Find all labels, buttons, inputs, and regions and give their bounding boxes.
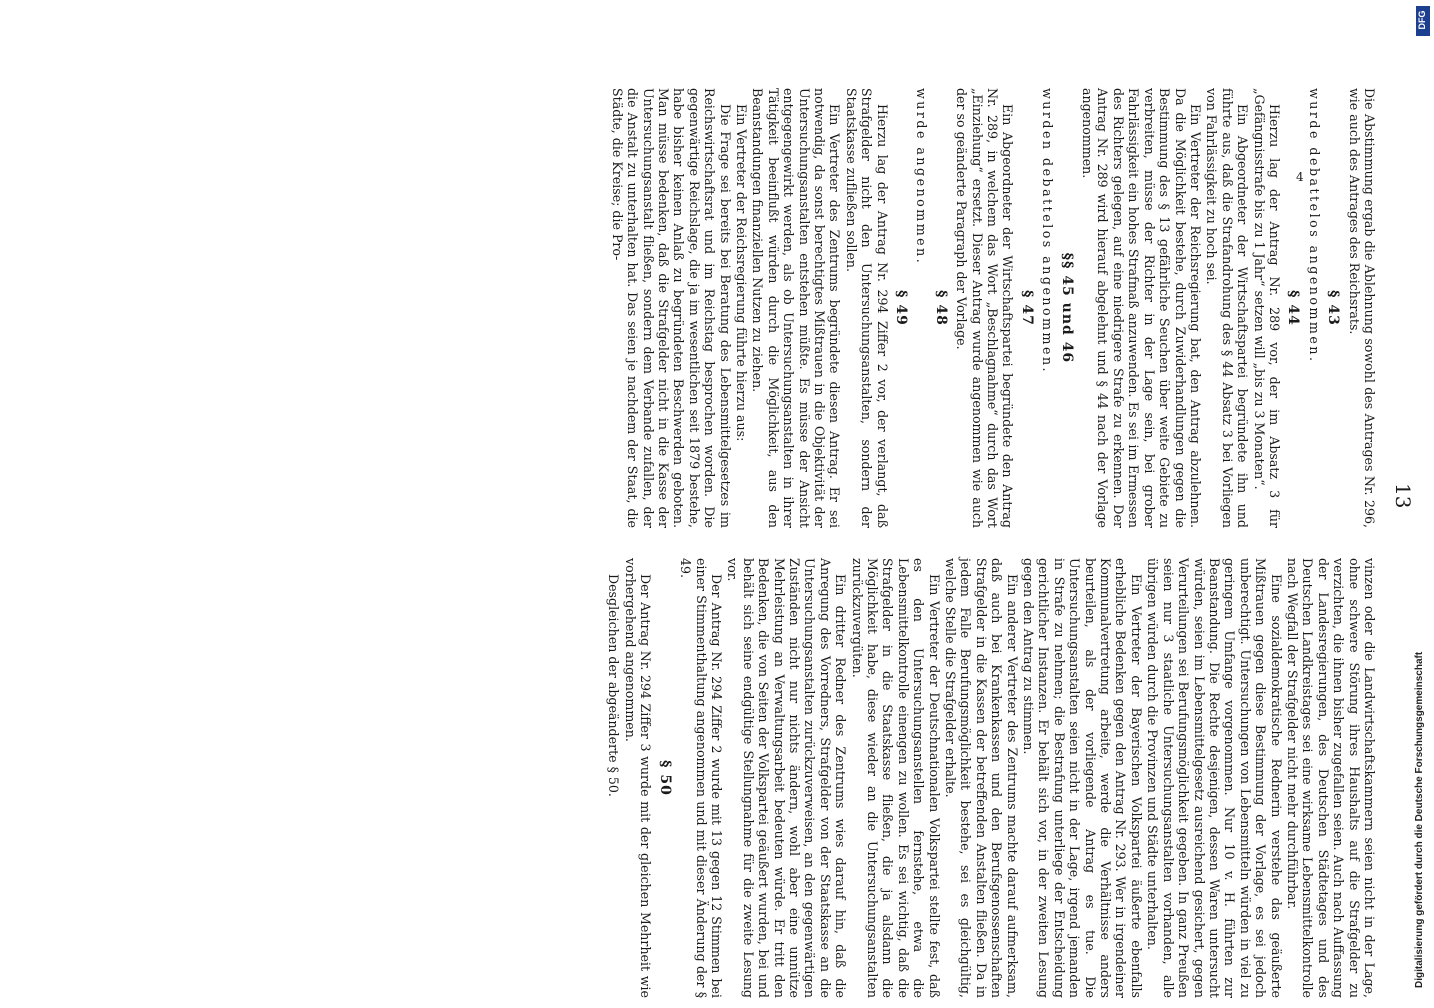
right-paragraph: vinzen oder die Landwirtschaftskammern seien nicht in der Lage, ohne schwere Störung ihres Haushalts auf die Strafgelder zu verzichten, die ihnen bisher zugefallen seien. Auch nach Auffassung der Landesregierungen, des Deutschen Städtetages und des Deutschen Landkreistages sei eine wirksame Lebensmittelkontrolle nach Wegfall der Strafgelder nicht mehr durchführbar. <box>1284 558 1377 998</box>
stray-mark: 4 <box>1296 170 1304 184</box>
dfg-logo: DFG <box>1416 6 1430 36</box>
right-paragraph: Der Antrag Nr. 294 Ziffer 2 wurde mit 13 gegen 12 Stimmen bei einer Stimmenthaltung angenommen und mit dieser Änderung der § 49. <box>678 558 724 998</box>
section-49-paragraph: Ein Vertreter des Zentrums begründete diesen Antrag. Er sei notwendig, da sonst berechtigtes Mißtrauen in die Objektivität der Untersuchungsanstalten entstehen müßte. Es müsse der Ansicht entgegengewirkt werden, als ob Untersuchungsanstalten in ihrer Tätigkeit beeinflußt würden durch die Möglichkeit, aus den Beanstandungen finanziellen Nutzen zu ziehen. <box>750 88 843 528</box>
right-paragraph: Eine sozialdemokratische Rednerin verstehe das geäußerte Mißtrauen gegen diese Bestimmung der Vorlage, es sei jedoch unberechtigt. Untersuchungen von Lebensmitteln würden in viel zu geringem Umfange vorgenommen. Nur 10 v. H. führten zur Beanstandung. Die Rechte desjenigen, dessen Waren untersucht würden, seien im Lebensmittelgesetz ausreichend gesichert, gegen Verurteilungen sei Berufungsmöglichkeit gegeben. In ganz Preußen seien nur 3 staatliche Untersuchungsanstalten vorhanden, alle übrigen würden durch die Provinzen und Städte unterhalten. <box>1145 558 1284 998</box>
section-48-title: § 48 <box>932 290 949 326</box>
section-43-title: § 43 <box>1325 290 1342 326</box>
section-50-paragraph: Desgleichen der abgeänderte § 50. <box>606 574 622 797</box>
section-45-46-title: §§ 45 und 46 <box>1058 252 1075 364</box>
section-43-text: wurde debattelos angenommen. <box>1306 88 1322 364</box>
section-44-paragraph: Ein Abgeordneter der Wirtschaftspartei begründete ihn und führte aus, daß die Strafandrohung des § 44 Absatz 3 bei Vorliegen von Fahrlässigkeit zu hoch sei. <box>1204 88 1251 528</box>
rotated-document-page <box>117 88 1415 1008</box>
section-44-paragraph: Hierzu lag der Antrag Nr. 289 vor, der im Absatz 3 für „Gefängnisstrafe bis zu 1 Jahr“ setzen will „bis zu 3 Monaten“. <box>1251 88 1282 528</box>
section-49-title: § 49 <box>893 290 910 326</box>
section-50-paragraph: Der Antrag Nr. 294 Ziffer 3 wurde mit der gleichen Mehrheit wie vorhergehend angenommen. <box>622 558 654 998</box>
right-paragraph: Ein anderer Vertreter des Zentrums machte darauf aufmerksam, daß auch bei Krankenkassen und den Berufsgenossenschaften Strafgelder in die Kassen der betreffenden Anstalten fließen. Da in jedem Falle Berufungsmöglichkeit bestehe, sei es gleichgültig, welche Stelle die Strafgelder erhalte. <box>943 558 1020 998</box>
section-49-paragraph: Die Frage sei bereits bei Beratung des Lebensmittelgesetzes im Reichswirtschaftsrat und im Reichstag besprochen worden. Die gegenwärtige Reichslage, die ja im wesentlichen seit 1879 bestehe, habe bisher keinen Anlaß zu begründeten Beschwerden geboten. Man müsse bedenken, daß die Strafgelder nicht in die Kasse der Untersuchungsanstalt fließen, sondern dem Verbande zufallen, der die Anstalt zu unterhalten hat. Das seien je nachdem der Staat, die Städte, die Kreise; die Pro- <box>609 88 733 528</box>
right-paragraph: Ein Vertreter der Deutschnationalen Volkspartei stellte fest, daß es den Untersuchungsanstellen fernstehe, etwa die Lebensmittelkontrolle einengen zu wollen. Es sei wichtig, daß die Strafgelder in die Staatskasse fließen, die ja alsdann die Möglichkeit habe, diese wieder an die Untersuchungsanstalten zurückzuvergüten. <box>849 558 942 998</box>
left-column <box>608 88 1377 528</box>
digitization-note: Digitalisierung gefördert durch die Deutsche Forschungsgemeinschaft <box>1414 651 1425 988</box>
section-50-title: § 50 <box>656 760 673 796</box>
section-45-46-text: wurden debattelos angenommen. <box>1040 88 1056 375</box>
section-44-paragraph: Ein Vertreter der Reichsregierung bat, den Antrag abzulehnen. Da die Möglichkeit bestehe, durch Zuwiderhandlungen gegen die Bestimmung des § 13 gefährliche Seuchen über weite Gebiete zu verbreiten, müsse der Richter in der Lage sein, bei grober Fahrlässigkeit ein hohes Strafmaß anzuwenden. Es sei im Ermessen des Richters gelegen, auf eine niedrigere Strafe zu erkennen. Der Antrag Nr. 289 wird hierauf abgelehnt und § 44 nach der Vorlage angenommen. <box>1080 88 1203 528</box>
right-paragraph: Ein Vertreter der Bayerischen Volkspartei äußerte ebenfalls erhebliche Bedenken gegen den Antrag Nr. 293. Wer in irgendeiner Kommunalvertretung arbeite, werde die Verhältnisse anders beurteilen, als der vorliegende Antrag es tue. Die Untersuchungsanstalten seien nicht in der Lage, irgend jemanden in Strafe zu nehmen; die Bestrafung unterliege der Entscheidung gerichtlicher Instanzen. Er behält sich vor, in der zweiten Lesung gegen den Antrag zu stimmen. <box>1021 558 1144 998</box>
right-column <box>605 558 1377 998</box>
section-49-paragraph: Ein Vertreter der Reichsregierung führte hierzu aus: <box>733 104 749 442</box>
right-paragraph: Ein dritter Redner des Zentrums wies darauf hin, daß die Anregung des Vorredners, Strafgelder von der Staatskasse an die Untersuchungsanstalten zurückzuverweisen, an den gegenwärtigen Zuständen nicht nur nichts ändern, wohl aber eine unnütze Mehrleistung an Verwaltungsarbeit bedeuten würde. Er tritt den Bedenken, die von Seiten der Volkspartei geäußert wurden, bei und behält sich seine endgültige Stellungnahme für die zweite Lesung vor. <box>725 558 849 998</box>
section-47-paragraph: Ein Abgeordneter der Wirtschaftspartei begründete den Antrag Nr. 289, in welchem das Wort „Beschlagnahme“ durch das Wort „Einziehung“ ersetzt. Dieser Antrag wurde angenommen wie auch der so geänderte Paragraph der Vorlage. <box>954 88 1016 528</box>
section-47-title: § 47 <box>1018 290 1035 326</box>
page-number: 13 <box>1391 483 1415 509</box>
section-49-paragraph: Hierzu lag der Antrag Nr. 294 Ziffer 2 vor, der verlangt, daß Strafgelder nicht den Untersuchungsanstalten, sondern der Staatskasse zufließen sollen. <box>843 88 890 528</box>
section-48-text: wurde angenommen. <box>914 88 930 266</box>
intro-paragraph: Die Abstimmung ergab die Ablehnung sowohl des Antrages Nr. 296, wie auch des Antrages des Reichsrats. <box>1346 88 1377 528</box>
section-44-title: § 44 <box>1285 290 1302 326</box>
